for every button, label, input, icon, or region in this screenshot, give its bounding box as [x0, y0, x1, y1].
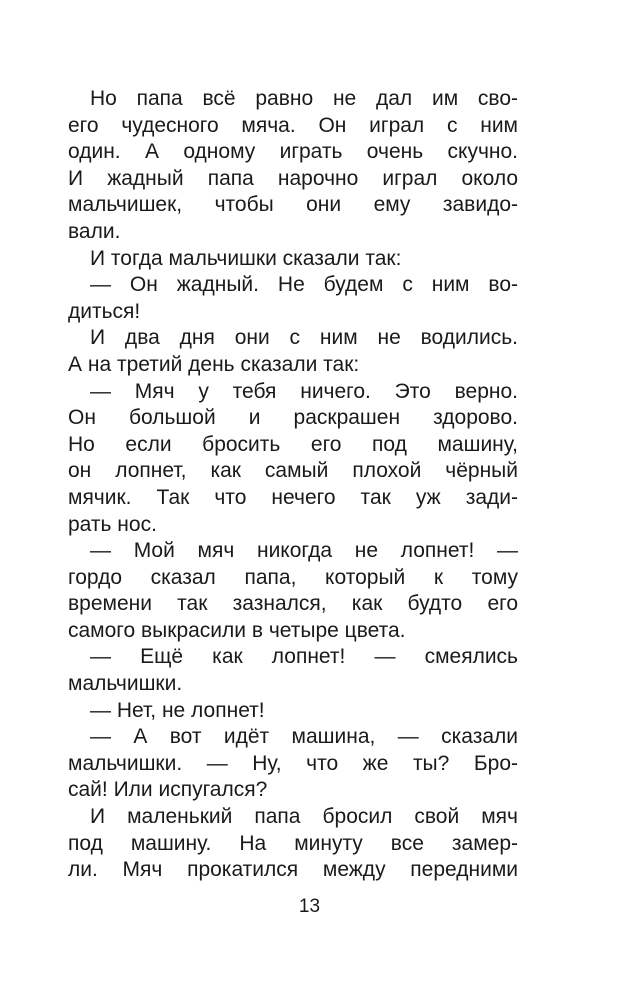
text-line: самого выкрасили в четыре цвета. [68, 618, 406, 642]
text-line: — Мяч у тебя ничего. Это верно. [90, 379, 518, 403]
paragraph [68, 86, 518, 246]
text-line: его чудесного мяча. Он играл с ним [68, 113, 518, 137]
text-line: Он большой и раскрашен здорово. [68, 406, 518, 430]
text-line: — Он жадный. Не будем с ним во- [90, 273, 518, 297]
paragraph [68, 698, 518, 725]
paragraph [68, 538, 518, 644]
text-line: вали. [68, 219, 121, 243]
text-line: Но если бросить его под машину, [68, 432, 518, 456]
text-line: он лопнет, как самый плохой чёрный [68, 459, 518, 483]
text-line: А на третий день сказали так: [68, 352, 360, 376]
paragraph [68, 246, 518, 273]
text-line: сай! Или испугался? [68, 778, 268, 802]
text-line: гордо сказал папа, который к тому [68, 565, 518, 589]
paragraph [68, 804, 518, 884]
text-line: времени так зазнался, как будто его [68, 592, 518, 616]
text-line: один. А одному играть очень скучно. [68, 140, 518, 164]
text-line: мальчишки. [68, 672, 183, 696]
page-number: 13 [298, 896, 321, 917]
text-line: под машину. На минуту все замер- [68, 831, 518, 855]
text-line: диться! [68, 299, 141, 323]
text-line: Но папа всё равно не дал им сво- [90, 87, 518, 110]
text-line: И два дня они с ним не водились. [90, 326, 518, 350]
text-line: мальчишек, чтобы они ему завидо- [68, 193, 518, 217]
text-line: И тогда мальчишки сказали так: [90, 246, 402, 270]
paragraph [68, 325, 518, 378]
text-line: И жадный папа нарочно играл около [68, 166, 518, 190]
text-line: — Нет, не лопнет! [90, 698, 265, 722]
text-line: ли. Мяч прокатился между передними [68, 858, 518, 882]
text-line: мячик. Так что нечего так уж зади- [68, 485, 518, 509]
paragraph [68, 724, 518, 804]
text-line: — Мой мяч никогда не лопнет! — [90, 539, 518, 563]
page-body [68, 86, 518, 884]
text-line: — Ещё как лопнет! — смеялись [90, 645, 518, 669]
paragraph [68, 379, 518, 539]
paragraph [68, 644, 518, 697]
text-line: И маленький папа бросил свой мяч [90, 805, 518, 829]
text-line: мальчишки. — Ну, что же ты? Бро- [68, 751, 518, 775]
paragraph [68, 272, 518, 325]
text-line: — А вот идёт машина, — сказали [90, 725, 518, 749]
text-line: рать нос. [68, 512, 157, 536]
